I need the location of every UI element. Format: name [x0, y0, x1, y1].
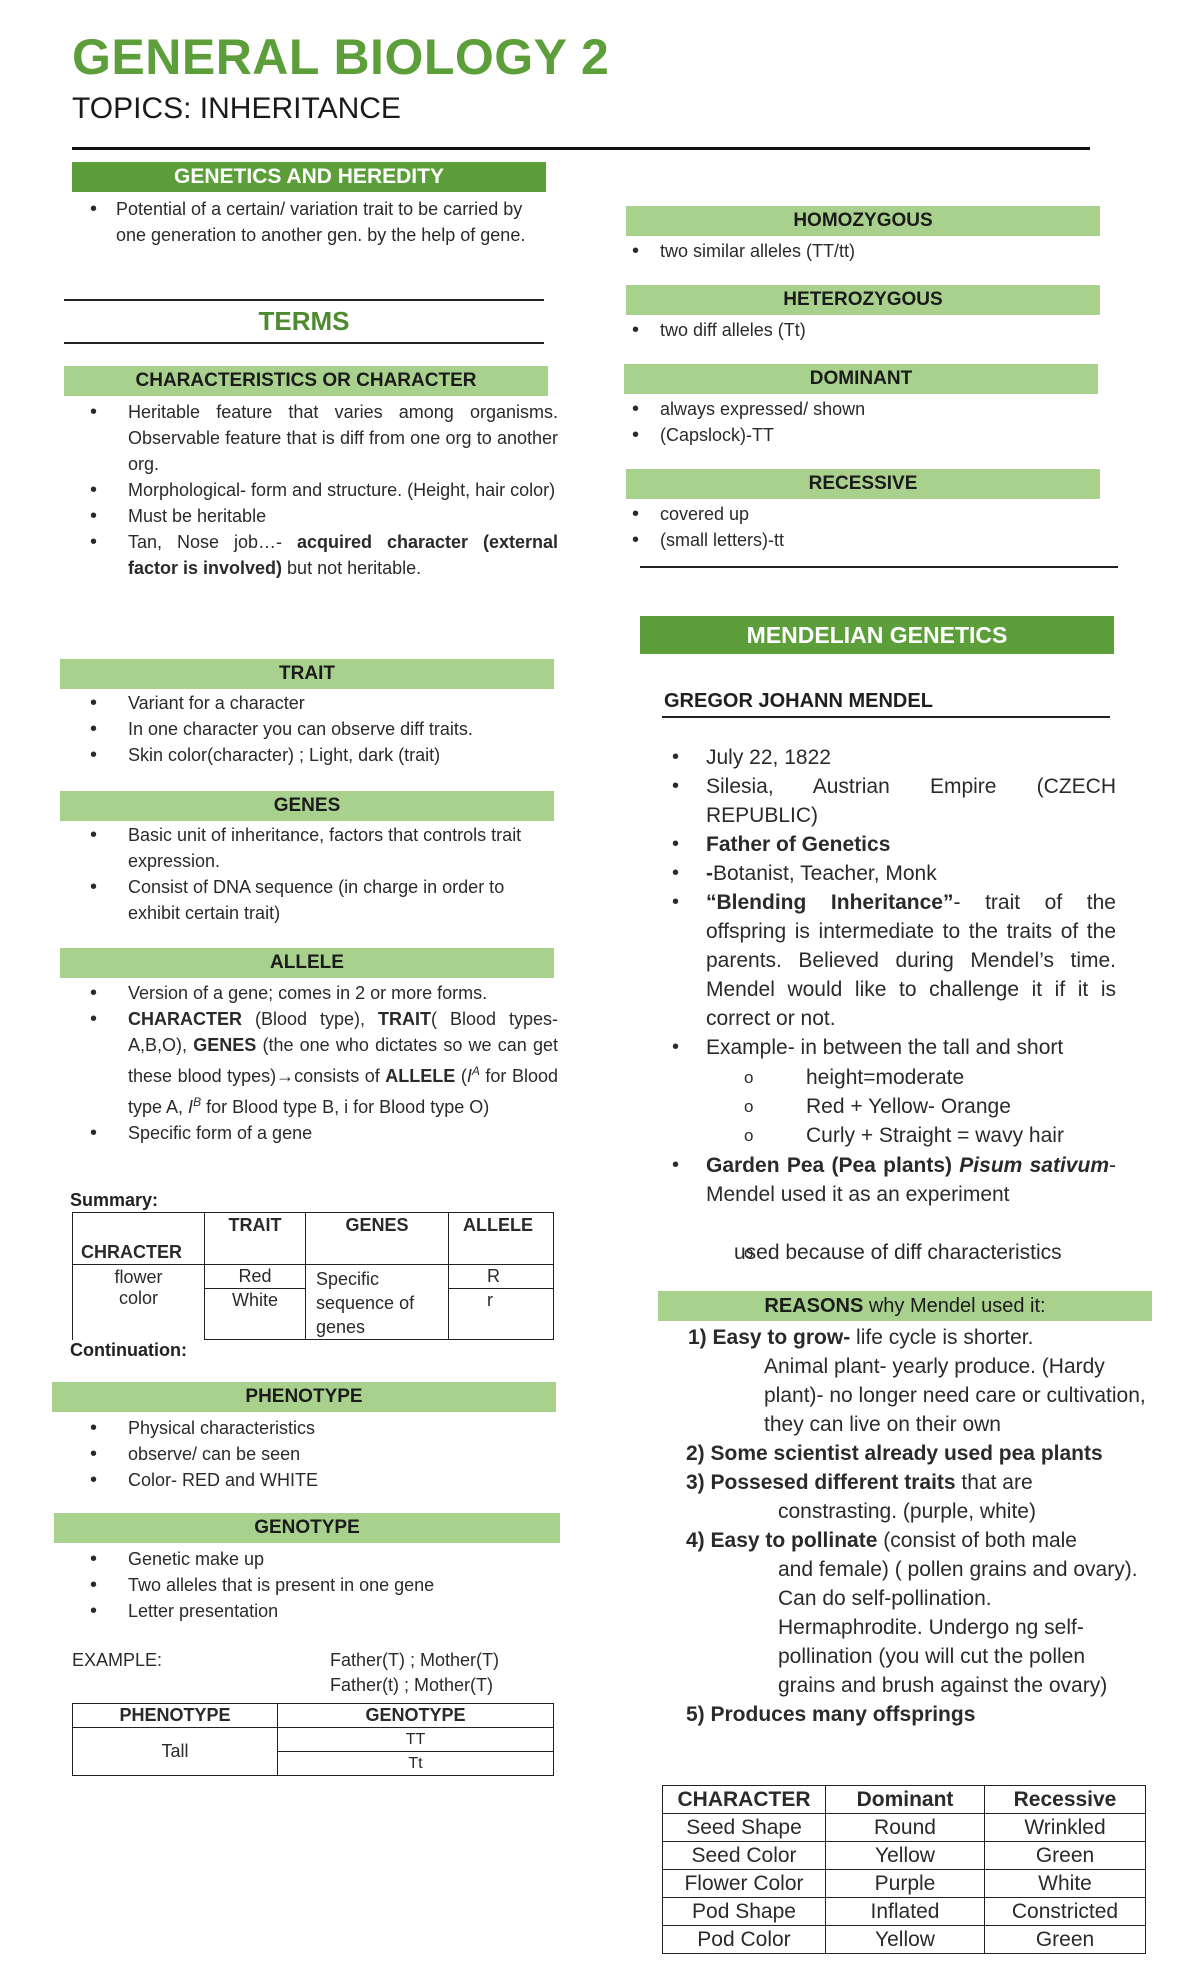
sub-item: o Red + Yellow- Orange: [662, 1092, 1116, 1121]
table-cell: Pod Color: [663, 1926, 826, 1954]
header-divider: [72, 147, 1090, 150]
table-header: PHENOTYPE: [73, 1704, 278, 1728]
reason-item: [662, 1439, 1148, 1468]
divider: [662, 716, 1110, 718]
list-item: • Silesia, Austrian Empire (CZECH REPUBLIC): [662, 772, 1116, 830]
reason-continuation: and female) ( pollen grains and ovary). Can do self-pollination. Hermaphrodite. Undergo ng self-pollination (you will cut the pollen grains and brush against the ovary): [778, 1558, 1138, 1697]
mendel-traits-table: [662, 1785, 1146, 1954]
text: Tan, Nose job…-: [128, 532, 297, 552]
list-item: • two similar alleles (TT/tt): [614, 238, 1094, 264]
list-item: • Variant for a character: [72, 690, 562, 716]
reason-continuation: Animal plant- yearly produce. (Hardy plant)- no longer need care or cultivation, they can live on their own: [764, 1355, 1146, 1436]
table-cell: Red: [205, 1265, 306, 1289]
bold-text: 5) Produces many offsprings: [686, 1703, 976, 1726]
bold-text: ALLELE: [385, 1066, 456, 1086]
trait-list: [72, 690, 562, 768]
divider: [64, 342, 544, 344]
example-line-2: Father(t) ; Mother(T): [330, 1675, 494, 1695]
bold-text: GENES: [193, 1035, 257, 1055]
bold-text: 2) Some scientist already used pea plants: [686, 1442, 1103, 1465]
table-header: TRAIT: [205, 1213, 306, 1265]
bold-text: CHARACTER: [128, 1009, 242, 1029]
text: for Blood type B, i for Blood type O): [201, 1097, 490, 1117]
example-sublist: [662, 1063, 1116, 1150]
example-table: [72, 1703, 554, 1776]
list-item: • two diff alleles (Tt): [614, 317, 1094, 343]
list-item: • (small letters)-tt: [614, 527, 1094, 553]
text: for Blood type A,: [128, 1066, 559, 1117]
list-item: • Two alleles that is present in one gene: [72, 1572, 558, 1598]
list-item: • Example- in between the tall and short: [662, 1033, 1116, 1062]
table-cell: R: [449, 1265, 554, 1289]
summary-table: [72, 1212, 554, 1340]
list-item: • July 22, 1822: [662, 743, 1116, 772]
text: why Mendel used it:: [863, 1295, 1046, 1317]
reason-item: [662, 1468, 1148, 1497]
reasons-list: [662, 1323, 1148, 1729]
bold-text: acquired character (external factor is involved): [128, 532, 558, 578]
table-cell: Purple: [826, 1870, 985, 1898]
sub-item: o used because of diff characteristics: [662, 1238, 1116, 1267]
table-row: [663, 1842, 1146, 1870]
table-cell: Green: [985, 1842, 1146, 1870]
example-line-1: Father(T) ; Mother(T): [330, 1650, 500, 1670]
summary-label: Summary:: [70, 1190, 159, 1210]
garden-pea-list: [662, 1151, 1116, 1209]
list-item: • Heritable feature that varies among organisms. Observable feature that is diff from one org to another org.: [72, 399, 558, 477]
list-item: • In one character you can observe diff traits.: [72, 716, 562, 742]
list-item: • Color- RED and WHITE: [72, 1467, 558, 1493]
heterozygous-heading: HETEROZYGOUS: [626, 285, 1100, 315]
recessive-heading: RECESSIVE: [626, 469, 1100, 499]
text: (consist of both male: [877, 1529, 1077, 1552]
italic-text: I: [188, 1097, 194, 1117]
list-item: • Version of a gene; comes in 2 or more forms.: [72, 980, 558, 1006]
table-cell: White: [985, 1870, 1146, 1898]
list-item: • Genetic make up: [72, 1546, 558, 1572]
text: (the one who dictates so we can get these blood types)→consists of: [128, 1035, 558, 1086]
heterozygous-list: [614, 317, 1094, 343]
sub-item: o Curly + Straight = wavy hair: [662, 1121, 1116, 1150]
table-cell: Yellow: [826, 1842, 985, 1870]
reason-item: [662, 1700, 1148, 1729]
genetics-heredity-list: [72, 196, 552, 248]
table-cell: TT: [278, 1728, 554, 1752]
genes-list: [72, 822, 558, 926]
bold-text: “Blending Inheritance”: [706, 891, 954, 914]
recessive-list: [614, 501, 1094, 553]
list-item: • Potential of a certain/ variation trait to be carried by one generation to another gen. by the help of gene.: [72, 196, 552, 248]
reasons-heading: [658, 1291, 1152, 1321]
table-cell: Tt: [278, 1752, 554, 1776]
bold-text: 3) Possesed different traits: [686, 1471, 956, 1494]
genetics-heredity-heading: GENETICS AND HEREDITY: [72, 162, 546, 192]
table-cell: Flower Color: [663, 1870, 826, 1898]
text: life cycle is shorter.: [850, 1326, 1034, 1349]
superscript: A: [471, 1064, 480, 1078]
table-cell: Wrinkled: [985, 1814, 1146, 1842]
superscript: B: [193, 1095, 202, 1109]
table-cell: Seed Shape: [663, 1814, 826, 1842]
mendel-list: [662, 743, 1116, 1062]
characteristics-list: [72, 399, 558, 581]
mendel-name: GREGOR JOHANN MENDEL: [664, 690, 933, 712]
reason-continuation: constrasting. (purple, white): [778, 1500, 1036, 1523]
list-item: • Physical characteristics: [72, 1415, 558, 1441]
table-cell: Seed Color: [663, 1842, 826, 1870]
list-item: • Consist of DNA sequence (in charge in order to exhibit certain trait): [72, 874, 558, 926]
bold-text: -: [706, 862, 713, 885]
bold-text: 1) Easy to grow-: [688, 1326, 851, 1349]
table-cell: Inflated: [826, 1898, 985, 1926]
table-cell: Constricted: [985, 1898, 1146, 1926]
table-cell: Tall: [73, 1728, 278, 1776]
bold-text: REASONS: [764, 1295, 864, 1317]
bold-text: TRAIT: [377, 1009, 431, 1029]
text: ( Blood types-A,B,O),: [128, 1009, 558, 1055]
table-header: Recessive: [985, 1786, 1146, 1814]
table-cell: Yellow: [826, 1926, 985, 1954]
table-header: CHARACTER: [663, 1786, 826, 1814]
table-header: CHRACTER: [73, 1213, 205, 1265]
table-row: [663, 1926, 1146, 1954]
table-cell: r: [449, 1289, 554, 1340]
text: (: [455, 1066, 467, 1086]
table-row: [663, 1870, 1146, 1898]
text: but not heritable.: [282, 558, 422, 578]
table-cell: Green: [985, 1926, 1146, 1954]
dominant-list: [614, 396, 1094, 448]
table-header: GENOTYPE: [278, 1704, 554, 1728]
phenotype-heading: PHENOTYPE: [52, 1382, 556, 1412]
homozygous-heading: HOMOZYGOUS: [626, 206, 1100, 236]
list-item: • Specific form of a gene: [72, 1120, 558, 1146]
list-item: [72, 1006, 558, 1120]
phenotype-list: [72, 1415, 558, 1493]
bold-text: Garden Pea (Pea plants): [706, 1154, 960, 1177]
list-item: [662, 1151, 1116, 1209]
characteristics-heading: CHARACTERISTICS OR CHARACTER: [64, 366, 548, 396]
homozygous-list: [614, 238, 1094, 264]
bold-text: Father of Genetics: [706, 833, 891, 856]
text: (Blood type),: [242, 1009, 378, 1029]
garden-pea-sub: [662, 1238, 1116, 1267]
table-header: Dominant: [826, 1786, 985, 1814]
list-item: • Basic unit of inheritance, factors that controls trait expression.: [72, 822, 558, 874]
sub-item: o height=moderate: [662, 1063, 1116, 1092]
example-label: EXAMPLE:: [72, 1650, 163, 1670]
list-item: [662, 859, 1116, 888]
genes-heading: GENES: [60, 791, 554, 821]
list-item: [72, 529, 558, 581]
allele-heading: ALLELE: [60, 948, 554, 978]
text: Botanist, Teacher, Monk: [713, 862, 937, 885]
table-cell: Specific sequence of genes: [306, 1265, 449, 1340]
bold-text: 4) Easy to pollinate: [686, 1529, 878, 1552]
table-cell: Pod Shape: [663, 1898, 826, 1926]
table-cell: flower color: [73, 1265, 205, 1340]
allele-list: [72, 980, 558, 1146]
reason-item: [662, 1526, 1148, 1555]
list-item: • covered up: [614, 501, 1094, 527]
list-item: • always expressed/ shown: [614, 396, 1094, 422]
table-row: [663, 1898, 1146, 1926]
continuation-label: Continuation:: [70, 1340, 187, 1360]
list-item: • Must be heritable: [72, 503, 558, 529]
terms-heading: TERMS: [258, 306, 350, 336]
genotype-heading: GENOTYPE: [54, 1513, 560, 1543]
table-header: GENES: [306, 1213, 449, 1265]
table-cell: White: [205, 1289, 306, 1340]
list-item: • Skin color(character) ; Light, dark (trait): [72, 742, 562, 768]
divider: [64, 299, 544, 301]
dominant-heading: DOMINANT: [624, 364, 1098, 394]
page-title: GENERAL BIOLOGY 2: [72, 29, 610, 85]
trait-heading: TRAIT: [60, 659, 554, 689]
text: - trait of the offspring is intermediate to the traits of the parents. Believed during Mendel’s time. Mendel would like to challenge it if it is correct or not.: [706, 891, 1116, 1030]
list-item: • (Capslock)-TT: [614, 422, 1094, 448]
text: that are: [955, 1471, 1033, 1494]
list-item: • Letter presentation: [72, 1598, 558, 1624]
mendelian-heading: MENDELIAN GENETICS: [640, 616, 1114, 654]
reason-item: [662, 1323, 1148, 1352]
list-item: [662, 888, 1116, 1033]
page-subtitle: TOPICS: INHERITANCE: [72, 92, 401, 125]
table-row: [663, 1814, 1146, 1842]
table-cell: Round: [826, 1814, 985, 1842]
table-header: ALLELE: [449, 1213, 554, 1265]
list-item: [662, 830, 1116, 859]
divider: [640, 566, 1118, 568]
text: - Mendel used it as an experiment: [706, 1154, 1116, 1206]
list-item: • observe/ can be seen: [72, 1441, 558, 1467]
italic-text: I: [466, 1066, 472, 1086]
list-item: • Morphological- form and structure. (Height, hair color): [72, 477, 558, 503]
genotype-list: [72, 1546, 558, 1624]
italic-text: Pisum sativum: [959, 1154, 1109, 1177]
